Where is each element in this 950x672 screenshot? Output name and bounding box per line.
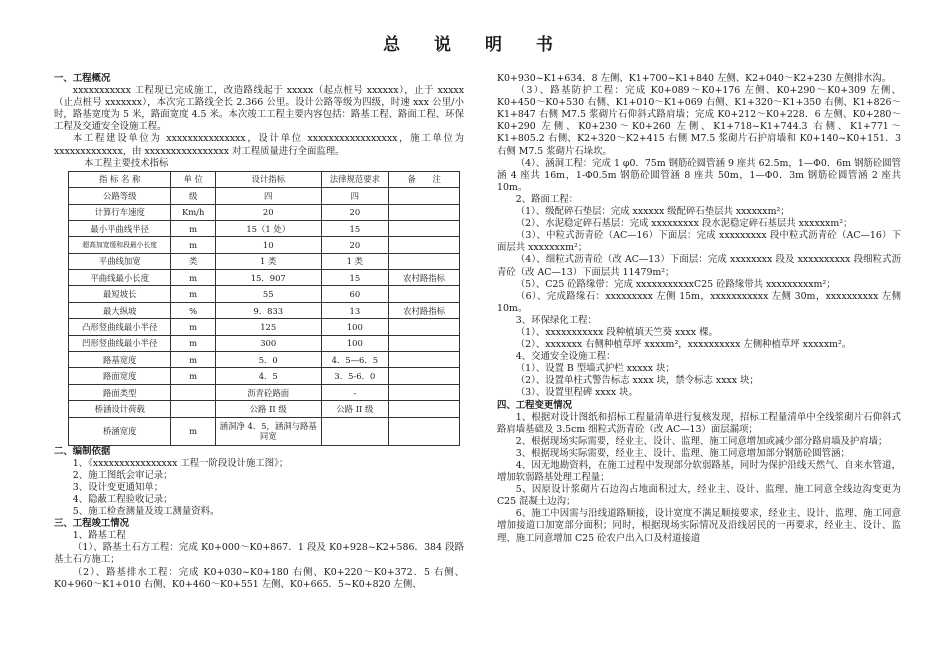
table-cell: 超高加宽缓和段最小长度 — [69, 237, 171, 253]
section-1-heading: 一、工程概况 — [54, 73, 111, 84]
table-row — [69, 220, 460, 236]
table-cell: 路基宽度 — [69, 352, 171, 368]
technical-indicators-table — [68, 171, 460, 446]
table-cell: 300 — [215, 335, 321, 351]
table-cell: 最小平曲线半径 — [69, 220, 171, 236]
r-paragraph-11: （1）、设置 B 型墙式护栏 xxxxx 块； — [515, 363, 675, 375]
table-cell: 3．5-6．0 — [321, 368, 389, 384]
table-cell — [389, 384, 460, 400]
table-cell: - — [321, 384, 389, 400]
table-cell — [389, 237, 460, 253]
table-cell: 1 类 — [321, 253, 389, 269]
table-cell: 4．5—6．5 — [321, 352, 389, 368]
table-cell: m — [171, 417, 216, 445]
table-cell — [389, 286, 460, 302]
table-cell: m — [171, 335, 216, 351]
table-cell — [389, 220, 460, 236]
subsection-heading: 1、路基工程 — [72, 530, 126, 542]
r-paragraph-13: （3）、设置里程碑 xxxx 块。 — [515, 387, 638, 399]
r-paragraph-6: （4）、细粒式沥青砼（改 AC—13）下面层：完成 xxxxxxxx 段及 xxxxxxxxxx 段细粒式沥青砼（改 AC—13）下面层共 11479m²； — [497, 254, 901, 278]
table-cell — [389, 352, 460, 368]
table-row — [69, 270, 460, 286]
table-cell: 55 — [215, 286, 321, 302]
table-cell: 路面类型 — [69, 384, 171, 400]
subsection-heading: 2、路面工程： — [515, 193, 579, 205]
right-column — [497, 73, 901, 545]
table-cell: 农村路指标 — [389, 270, 460, 286]
table-cell: 凸形竖曲线最小半径 — [69, 319, 171, 335]
table-cell: 公路 II 级 — [321, 401, 389, 417]
table-row — [69, 368, 460, 384]
list-item: 2、施工图纸会审记录； — [72, 469, 173, 481]
table-cell: 13 — [321, 302, 389, 318]
table-cell: 60 — [321, 286, 389, 302]
table-cell — [171, 401, 216, 417]
table-cell: 15 — [321, 270, 389, 286]
table-cell: m — [171, 352, 216, 368]
table-row — [69, 401, 460, 417]
table-cell — [321, 417, 389, 445]
table-cell — [171, 384, 216, 400]
table-row — [69, 384, 460, 400]
table-cell: m — [171, 368, 216, 384]
table-cell: 路面宽度 — [69, 368, 171, 384]
table-cell: 类 — [171, 253, 216, 269]
table-cell: 20 — [321, 237, 389, 253]
table-cell: 15．907 — [215, 270, 321, 286]
r-paragraph-4: （2）、水泥稳定碎石基层：完成 xxxxxxxxx 段水泥稳定碎石基层共 xxxxxxm²； — [515, 218, 853, 230]
change-item: 4、因无地勘资料，在施工过程中发现部分软弱路基，同时为保护沿线天然气、自来水管道，增加软弱路基处理工程量； — [497, 460, 901, 484]
table-header: 法律规范要求 — [321, 171, 389, 187]
table-cell: m — [171, 286, 216, 302]
table-cell: 15 — [321, 220, 389, 236]
table-cell: 1 类 — [215, 253, 321, 269]
r-paragraph-9: （1）、xxxxxxxxxxx 段种植填天竺葵 xxxx 棵。 — [515, 326, 718, 338]
table-cell: % — [171, 302, 216, 318]
table-cell: 20 — [321, 204, 389, 220]
table-cell: 最短坡长 — [69, 286, 171, 302]
list-item: 5、施工检查测量及竣工测量资料。 — [72, 506, 220, 518]
r-paragraph-2: （4）、涵洞工程：完成 1 φ0．75m 钢筋砼圆管涵 9 座共 62.5m，1—Φ0．6m 钢筋砼圆管涵 4 座共 16m，1-Φ0.5m 钢筋砼圆管涵 8 座共 50m，1—Φ0．3m 钢筋砼圆管涵 2 座共 10m。 — [497, 157, 901, 193]
table-row — [69, 253, 460, 269]
section-3-heading: 三、工程竣工情况 — [54, 518, 130, 530]
subsection-heading: 3、环保绿化工程： — [515, 314, 597, 326]
table-cell: m — [171, 237, 216, 253]
table-cell: 4．5 — [215, 368, 321, 384]
change-item: 6、施工中因需与沿线道路顺接，设计宽度不满足顺接要求，经业主、设计、监理、施工同意增加接道口加宽部分面积；同时，根据现场实际情况及沿线居民的一再要求，经业主、设计、监理、施工同意增加 C25 砼农户出入口及村道接道 — [497, 508, 901, 544]
table-row — [69, 302, 460, 318]
table-row — [69, 188, 460, 204]
table-cell: 100 — [321, 319, 389, 335]
table-cell: 9．833 — [215, 302, 321, 318]
table-row — [69, 204, 460, 220]
document-title: 总 说 明 书 — [383, 35, 567, 55]
table-cell: 最大纵坡 — [69, 302, 171, 318]
r-paragraph-5: （3）、中粒式沥青砼（AC—16）下面层：完成 xxxxxxxxx 段中粒式沥青砼（AC—16）下面层共 xxxxxxxm²； — [497, 230, 901, 254]
r-paragraph-12: （2）、设置单柱式警告标志 xxxx 块，禁令标志 xxxx 块； — [515, 375, 759, 387]
table-cell: 15（1 处） — [215, 220, 321, 236]
table-cell: 100 — [321, 335, 389, 351]
table-cell: 平曲线最小长度 — [69, 270, 171, 286]
table-cell — [389, 253, 460, 269]
table-cell: 凹形竖曲线最小半径 — [69, 335, 171, 351]
table-cell: Km/h — [171, 204, 216, 220]
table-cell: 5．0 — [215, 352, 321, 368]
table-header-row — [69, 171, 460, 187]
table-cell: 四 — [215, 188, 321, 204]
table-cell — [389, 417, 460, 445]
table-header: 备 注 — [389, 171, 460, 187]
table-row — [69, 286, 460, 302]
table-cell: m — [171, 270, 216, 286]
table-row — [69, 335, 460, 351]
s3-paragraph-1: （1）、路基土石方工程：完成 K0+000～K0+867．1 段及 K0+928~K2+586．384 段路基土石方施工； — [54, 542, 464, 566]
list-item: 1、《xxxxxxxxxxxxxxxx 工程一阶段设计施工图》； — [72, 457, 289, 469]
table-caption: 本工程主要技术指标 — [84, 157, 169, 169]
r-paragraph-3: （1）、级配碎石垫层：完成 xxxxxx 级配碎石垫层共 xxxxxxm²； — [515, 206, 790, 218]
table-cell — [389, 401, 460, 417]
change-item: 5、因原设计浆砌片石边沟占地面积过大，经业主、设计、监理、施工同意全线边沟变更为 C25 混凝土边沟； — [497, 484, 901, 508]
r-paragraph-8: （6）、完成路缘石：xxxxxxxxx 左侧 15m，xxxxxxxxxxx 左侧 30m，xxxxxxxxxx 左侧 10m。 — [497, 290, 901, 314]
section-2-heading: 二、编制依据 — [54, 445, 111, 457]
table-cell: 公路 II 级 — [215, 401, 321, 417]
list-item: 4、隐蔽工程验收记录； — [72, 493, 173, 505]
table-header: 指 标 名 称 — [69, 171, 171, 187]
r-paragraph-1: （3）、路基防护工程：完成 K0+089～K0+176 左侧、K0+290～K0+309 左侧、K0+450～K0+530 右侧、K1+010～K1+069 右侧、K1+320～K1+350 右侧、K1+826～K1+847 右侧 M7.5 浆砌片石仰斜式路肩墙；完成 K0+212～K0+228．6 左侧、K0+280～K0+290 左侧、K0+230～K0+260 左侧、K1+718~K1+744.3 右侧、K1+771～K1+805.2 右侧、K2+320～K2+415 右侧 M7.5 浆砌片石护肩墙和 K0+140~K0+151．3 右侧 M7.5 浆砌片石垛坎。 — [497, 85, 901, 157]
table-cell: 计算行车速度 — [69, 204, 171, 220]
s3-paragraph-2: （2）、路基排水工程：完成 K0+030~K0+180 右侧、K0+220～K0+372．5 右侧、K0+960～K1+010 右侧、K0+460～K0+551 左侧、K0+665．5~K0+820 左侧、 — [54, 566, 464, 590]
table-header: 单 位 — [171, 171, 216, 187]
change-item: 1、根据对设计图纸和招标工程量清单进行复核发现，招标工程量清单中全线浆砌片石仰斜式路肩墙基础及 3.5cm 细粒式沥青砼（改 AC—13）面层漏项； — [497, 411, 901, 435]
table-cell — [389, 319, 460, 335]
table-cell: 涵洞净 4．5，涵洞与路基同宽 — [215, 417, 321, 445]
s1-paragraph-2: 本工程建设单位为 xxxxxxxxxxxxxxx，设计单位 xxxxxxxxxxxxxxxxx，施工单位为 xxxxxxxxxxxxx，由 xxxxxxxxxxxxxxxx 对工程质量进行全面监理。 — [54, 133, 464, 157]
table-row — [69, 237, 460, 253]
table-cell: 公路等级 — [69, 188, 171, 204]
table-cell: 桥涵设计荷载 — [69, 401, 171, 417]
list-item: 3、设计变更通知单； — [72, 481, 164, 493]
change-item: 3、根据现场实际需要，经业主、设计、监理、施工同意增加部分钢筋砼圆管涵； — [515, 447, 850, 459]
table-cell: m — [171, 220, 216, 236]
s1-paragraph-1: xxxxxxxxxxx 工程现已完成施工，改造路线起于 xxxxx（起点桩号 xxxxxx），止于 xxxxx（止点桩号 xxxxxxx），本次完工路线全长 2.366 公里。设计公路等级为四级，时速 xxx 公里/小时，路基宽度为 5 米，路面宽度 4.5 米。本次竣工工程主要内容包括：路基工程、路面工程、环保工程及交通安全设施工程。 — [54, 85, 464, 133]
table-row — [69, 417, 460, 445]
r-paragraph-0: K0+930~K1+634．8 左侧、K1+700~K1+840 左侧、K2+040～K2+230 左侧排水沟。 — [497, 73, 892, 84]
table-cell: 桥涵宽度 — [69, 417, 171, 445]
table-header: 设计指标 — [215, 171, 321, 187]
table-row — [69, 319, 460, 335]
subsection-heading: 4、交通安全设施工程： — [515, 351, 616, 363]
table-cell — [389, 204, 460, 220]
table-cell: m — [171, 319, 216, 335]
table-cell: 125 — [215, 319, 321, 335]
table-cell: 农村路指标 — [389, 302, 460, 318]
r-paragraph-7: （5）、C25 砼路缘带：完成 xxxxxxxxxxxC25 砼路缘带共 xxxxxxxxxm²； — [515, 278, 836, 290]
table-cell: 级 — [171, 188, 216, 204]
table-cell: 沥青砼路面 — [215, 384, 321, 400]
left-column — [54, 73, 464, 591]
table-cell: 四 — [321, 188, 389, 204]
table-cell: 20 — [215, 204, 321, 220]
table-cell: 平曲线加宽 — [69, 253, 171, 269]
r-paragraph-10: （2）、xxxxxxx 右侧种植草坪 xxxxm²，xxxxxxxxxx 左侧种植草坪 xxxxxm²。 — [515, 339, 852, 351]
table-cell: 10 — [215, 237, 321, 253]
table-cell — [389, 188, 460, 204]
table-row — [69, 352, 460, 368]
table-cell — [389, 335, 460, 351]
table-cell — [389, 368, 460, 384]
change-item: 2、根据现场实际需要，经业主、设计、监理、施工同意增加或减少部分路肩墙及护肩墙； — [515, 435, 888, 447]
section-4-heading: 四、工程变更情况 — [497, 399, 573, 411]
